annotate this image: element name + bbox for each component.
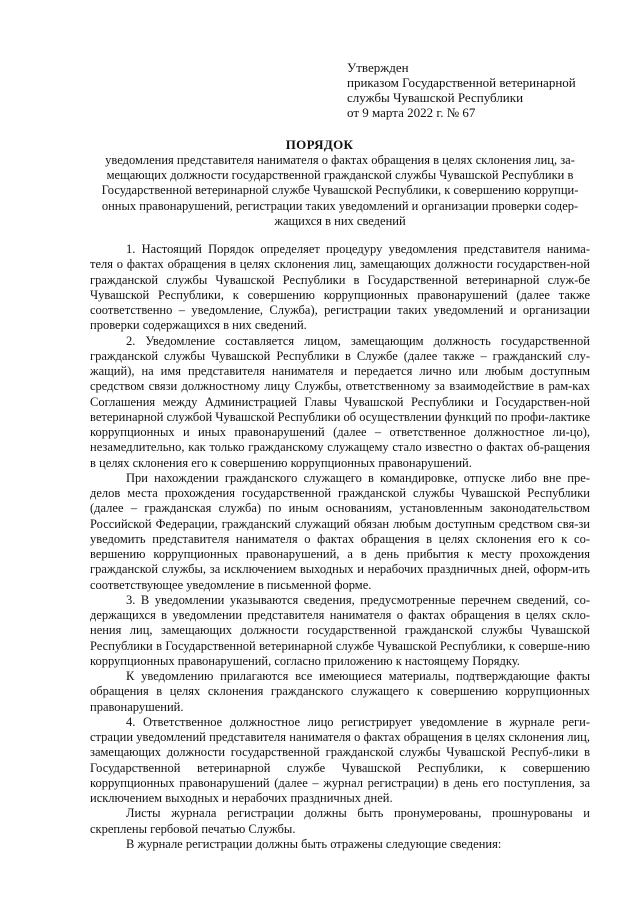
- document-subtitle: [90, 153, 590, 229]
- subtitle-line: онных правонарушений, регистрации таких уведомлений и организации проверки содер-: [101, 198, 579, 213]
- approval-line: приказом Государственной ветеринарной: [347, 75, 576, 90]
- paragraph-3: При нахождении гражданского служащего в командировке, отпуске либо вне пре-делов места прохождения государственной гражданской службы Чувашской Республики (далее – гражданская служба) по иным основаниям, установленным законодательством Российской Федерации, гражданский служащий обязан любым доступным средством свя-зи уведомить представителя нанимателя о фактах обращения в целях склонения его к со-вершению коррупционных правонарушений, а в день прибытия к месту прохождения гражданской службы, за исключением выходных и нерабочих праздничных дней, оформ-ить соответствующее уведомление в письменной форме.: [90, 470, 590, 592]
- document-body: [90, 242, 590, 852]
- paragraph-4: 3. В уведомлении указываются сведения, предусмотренные перечнем сведений, со-держащихся в уведомлении представителя нанимателя о фактах обращения в целях скло-нения лиц, замещающих должности государственной гражданской службы Чувашской Республики в Государственной ветеринарной службе Чувашской Республики, к соверше-нию коррупционных правонарушений, согласно приложению к настоящему Порядку.: [90, 592, 590, 668]
- subtitle-line: Государственной ветеринарной службе Чувашской Республики, к совершению коррупци-: [101, 183, 579, 198]
- paragraph-8: В журнале регистрации должны быть отражены следующие сведения:: [126, 836, 502, 851]
- subtitle-line: уведомления представителя нанимателя о фактах обращения в целях склонения лиц, за-: [105, 153, 575, 167]
- subtitle-line: мещающих должности государственной гражданской службы Чувашской Республики в: [106, 168, 574, 183]
- approval-line: Утвержден: [347, 60, 409, 75]
- paragraph-7: Листы журнала регистрации должны быть пронумерованы, прошнурованы и скреплены гербовой печатью Службы.: [90, 806, 590, 836]
- document-title: ПОРЯДОК: [285, 137, 354, 152]
- subtitle-line: жащихся в них сведений: [274, 213, 406, 228]
- approval-stamp: [347, 60, 607, 120]
- paragraph-6: 4. Ответственное должностное лицо регистрирует уведомление в журнале реги-страции уведомлений представителя нанимателя о фактах обращения в целях склонения лиц, замещающих должности государственной гражданской службы Чувашской Респуб-лики в Государственной ветеринарной службе Чувашской Республики, к совершению коррупционных правонарушений (далее – журнал регистрации) в день его поступления, за исключением выходных и нерабочих праздничных дней.: [90, 714, 590, 805]
- paragraph-1: 1. Настоящий Порядок определяет процедуру уведомления представителя нанима-теля о фактах обращения в целях склонения лиц, замещающих должности государствен-ной гражданской службы Чувашской Республики в Государственной ветеринарной служ-бе Чувашской Республики, к совершению коррупционных правонарушений (далее также соответственно – уведомление, Служба), регистрации таких уведомлений и организации проверки содержащихся в них сведений.: [90, 242, 590, 333]
- approval-line: от 9 марта 2022 г. № 67: [347, 105, 476, 120]
- paragraph-2: 2. Уведомление составляется лицом, замещающим должность государственной гражданской службы Чувашской Республики в Службе (далее также – гражданский слу-жащий), на имя представителя нанимателя и передается лично или любым доступным средством связи должностному лицу Службы, ответственному за взаимодействие в рам-ках Соглашения между Администрацией Главы Чувашской Республики и Государствен-ной ветеринарной службой Чувашской Республики об осуществлении функций по профи-лактике коррупционных и иных правонарушений (далее – ответственное должностное ли-цо), незамедлительно, как только гражданскому служащему стало известно о фактах об-ращения в целях склонения его к совершению коррупционных правонарушений.: [90, 333, 590, 470]
- paragraph-5: К уведомлению прилагаются все имеющиеся материалы, подтверждающие факты обращения в целях склонения гражданского служащего к совершению коррупционных правонарушений.: [90, 669, 590, 714]
- approval-line: службы Чувашской Республики: [347, 90, 524, 105]
